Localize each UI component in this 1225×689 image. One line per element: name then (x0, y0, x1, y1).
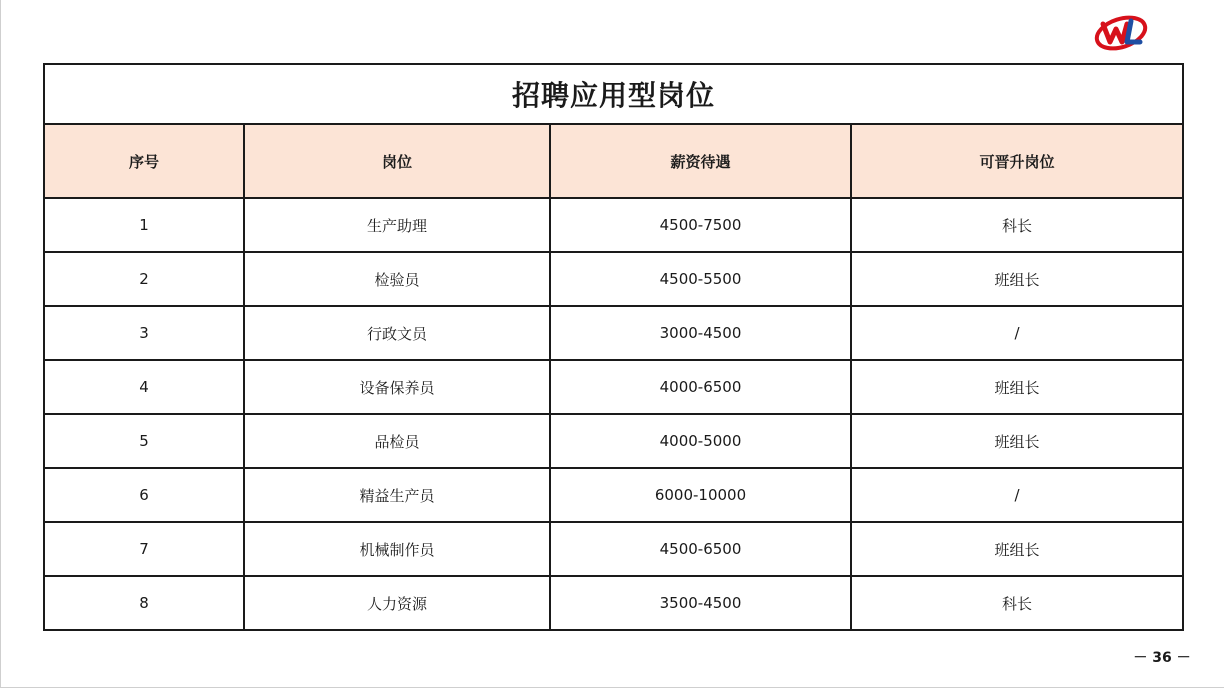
cell-position: 品检员 (244, 414, 550, 468)
cell-index: 5 (44, 414, 244, 468)
cell-promotion: 科长 (851, 198, 1183, 252)
cell-salary: 4500-5500 (550, 252, 851, 306)
page-number: － 36 － (1133, 650, 1191, 666)
cell-position: 精益生产员 (244, 468, 550, 522)
cell-position: 行政文员 (244, 306, 550, 360)
cell-index: 4 (44, 360, 244, 414)
recruitment-table-container (43, 63, 1182, 633)
cell-position: 检验员 (244, 252, 550, 306)
cell-promotion: 班组长 (851, 522, 1183, 576)
table-row (44, 468, 1183, 522)
cell-index: 1 (44, 198, 244, 252)
cell-salary: 4000-6500 (550, 360, 851, 414)
cell-promotion: 班组长 (851, 360, 1183, 414)
header-position: 岗位 (244, 124, 550, 198)
table-header-row (44, 124, 1183, 198)
cell-salary: 4000-5000 (550, 414, 851, 468)
table-row (44, 414, 1183, 468)
cell-position: 设备保养员 (244, 360, 550, 414)
cell-salary: 4500-6500 (550, 522, 851, 576)
cell-promotion: / (851, 306, 1183, 360)
company-logo (1093, 12, 1151, 52)
cell-promotion: / (851, 468, 1183, 522)
table-title-row (44, 64, 1183, 124)
cell-index: 6 (44, 468, 244, 522)
wl-logo-icon (1093, 12, 1151, 52)
cell-salary: 3000-4500 (550, 306, 851, 360)
header-salary: 薪资待遇 (550, 124, 851, 198)
cell-index: 7 (44, 522, 244, 576)
table-row (44, 360, 1183, 414)
cell-index: 8 (44, 576, 244, 630)
table-row (44, 306, 1183, 360)
cell-position: 机械制作员 (244, 522, 550, 576)
table-row (44, 522, 1183, 576)
cell-promotion: 班组长 (851, 252, 1183, 306)
header-promotion: 可晋升岗位 (851, 124, 1183, 198)
cell-promotion: 班组长 (851, 414, 1183, 468)
recruitment-table (43, 63, 1184, 631)
table-row (44, 198, 1183, 252)
table-row (44, 576, 1183, 630)
cell-index: 3 (44, 306, 244, 360)
table-title: 招聘应用型岗位 (44, 64, 1183, 124)
cell-salary: 3500-4500 (550, 576, 851, 630)
cell-salary: 6000-10000 (550, 468, 851, 522)
header-index: 序号 (44, 124, 244, 198)
cell-index: 2 (44, 252, 244, 306)
table-row (44, 252, 1183, 306)
cell-salary: 4500-7500 (550, 198, 851, 252)
cell-position: 人力资源 (244, 576, 550, 630)
cell-position: 生产助理 (244, 198, 550, 252)
cell-promotion: 科长 (851, 576, 1183, 630)
